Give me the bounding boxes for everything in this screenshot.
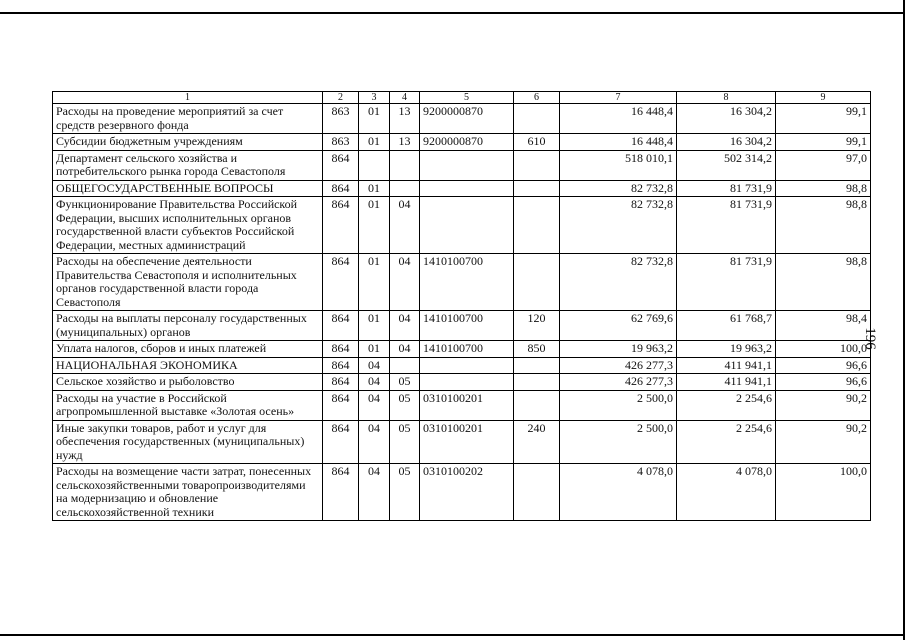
table-row [53,357,871,374]
row-vr [514,357,560,374]
row-pct: 99,1 [776,134,871,151]
row-vr [514,254,560,311]
row-ved: 864 [323,254,359,311]
row-plan: 4 078,0 [560,464,677,521]
row-plan: 62 769,6 [560,311,677,341]
row-pct: 96,6 [776,374,871,391]
table-row [53,150,871,180]
row-ved: 864 [323,374,359,391]
row-pr: 13 [390,134,420,151]
row-ved: 864 [323,311,359,341]
row-vr [514,104,560,134]
header-cell: 6 [514,92,560,104]
row-pr: 04 [390,254,420,311]
row-vr [514,180,560,197]
table-row [53,104,871,134]
row-csr: 1410100700 [420,254,514,311]
table-row [53,390,871,420]
table-row [53,464,871,521]
row-plan: 2 500,0 [560,390,677,420]
row-pr: 05 [390,464,420,521]
row-name: Уплата налогов, сборов и иных платежей [53,341,323,358]
row-name: Иные закупки товаров, работ и услуг для обеспечения государственных (муниципальных) нужд [53,420,323,464]
row-vr: 240 [514,420,560,464]
row-csr: 0310100201 [420,420,514,464]
row-csr [420,197,514,254]
row-plan: 19 963,2 [560,341,677,358]
row-pr: 13 [390,104,420,134]
row-plan: 426 277,3 [560,357,677,374]
table-header-row [53,92,871,104]
row-plan: 82 732,8 [560,197,677,254]
row-vr [514,464,560,521]
row-pr [390,357,420,374]
table-row [53,134,871,151]
row-csr: 9200000870 [420,104,514,134]
row-rz: 04 [359,357,390,374]
row-fact: 61 768,7 [677,311,776,341]
row-vr: 850 [514,341,560,358]
row-pr [390,180,420,197]
header-cell: 1 [53,92,323,104]
row-name: Департамент сельского хозяйства и потребительского рынка города Севастополя [53,150,323,180]
row-ved: 863 [323,134,359,151]
row-name: НАЦИОНАЛЬНАЯ ЭКОНОМИКА [53,357,323,374]
row-plan: 426 277,3 [560,374,677,391]
row-pct: 90,2 [776,390,871,420]
row-rz: 01 [359,180,390,197]
row-rz: 04 [359,420,390,464]
row-pr: 05 [390,374,420,391]
row-name: Сельское хозяйство и рыболовство [53,374,323,391]
row-ved: 864 [323,420,359,464]
row-fact: 411 941,1 [677,357,776,374]
table-row [53,341,871,358]
row-rz: 04 [359,374,390,391]
row-fact: 19 963,2 [677,341,776,358]
row-ved: 864 [323,180,359,197]
row-rz: 04 [359,464,390,521]
row-ved: 864 [323,341,359,358]
row-ved: 864 [323,357,359,374]
row-pct: 90,2 [776,420,871,464]
row-plan: 16 448,4 [560,134,677,151]
row-vr [514,374,560,391]
row-ved: 864 [323,150,359,180]
row-ved: 864 [323,197,359,254]
row-rz [359,150,390,180]
table-row [53,180,871,197]
row-fact: 16 304,2 [677,104,776,134]
row-plan: 16 448,4 [560,104,677,134]
table-row [53,374,871,391]
header-cell: 2 [323,92,359,104]
scan-frame-bottom [0,634,905,636]
row-rz: 04 [359,390,390,420]
row-fact: 81 731,9 [677,180,776,197]
page-number: 196 [861,327,878,350]
header-cell: 9 [776,92,871,104]
row-fact: 4 078,0 [677,464,776,521]
row-pct: 100,0 [776,341,871,358]
row-csr [420,180,514,197]
header-cell: 4 [390,92,420,104]
row-name: ОБЩЕГОСУДАРСТВЕННЫЕ ВОПРОСЫ [53,180,323,197]
row-ved: 863 [323,104,359,134]
row-vr: 120 [514,311,560,341]
row-pct: 100,0 [776,464,871,521]
row-csr: 0310100202 [420,464,514,521]
row-pct: 98,8 [776,254,871,311]
row-rz: 01 [359,134,390,151]
row-fact: 502 314,2 [677,150,776,180]
header-cell: 7 [560,92,677,104]
row-csr [420,374,514,391]
row-name: Функционирование Правительства Российской Федерации, высших исполнительных органов государственной власти субъектов Российской Федерации, местных администраций [53,197,323,254]
row-pct: 98,8 [776,180,871,197]
row-fact: 81 731,9 [677,197,776,254]
row-csr: 1410100700 [420,341,514,358]
row-pct: 97,0 [776,150,871,180]
row-csr [420,357,514,374]
row-vr: 610 [514,134,560,151]
row-pr [390,150,420,180]
row-csr: 9200000870 [420,134,514,151]
row-name: Расходы на возмещение части затрат, понесенных сельскохозяйственными товаропроизводителями на модернизацию и обновление сельскохозяйственной техники [53,464,323,521]
row-rz: 01 [359,104,390,134]
row-csr: 0310100201 [420,390,514,420]
row-pr: 05 [390,420,420,464]
header-cell: 8 [677,92,776,104]
row-plan: 82 732,8 [560,180,677,197]
row-pct: 99,1 [776,104,871,134]
row-ved: 864 [323,464,359,521]
budget-table [52,91,871,521]
row-vr [514,197,560,254]
table-row [53,254,871,311]
row-name: Расходы на выплаты персоналу государственных (муниципальных) органов [53,311,323,341]
row-rz: 01 [359,341,390,358]
row-rz: 01 [359,197,390,254]
table-row [53,311,871,341]
row-vr [514,390,560,420]
header-cell: 3 [359,92,390,104]
scan-frame-top [0,12,905,14]
row-pct: 96,6 [776,357,871,374]
row-ved: 864 [323,390,359,420]
row-rz: 01 [359,254,390,311]
row-name: Расходы на участие в Российской агропромышленной выставке «Золотая осень» [53,390,323,420]
row-csr: 1410100700 [420,311,514,341]
table-row [53,420,871,464]
row-pr: 04 [390,197,420,254]
row-rz: 01 [359,311,390,341]
row-fact: 16 304,2 [677,134,776,151]
row-plan: 82 732,8 [560,254,677,311]
row-name: Субсидии бюджетным учреждениям [53,134,323,151]
row-vr [514,150,560,180]
row-fact: 411 941,1 [677,374,776,391]
row-plan: 2 500,0 [560,420,677,464]
row-plan: 518 010,1 [560,150,677,180]
row-name: Расходы на проведение мероприятий за счет средств резервного фонда [53,104,323,134]
row-fact: 81 731,9 [677,254,776,311]
row-fact: 2 254,6 [677,390,776,420]
row-pr: 04 [390,311,420,341]
header-cell: 5 [420,92,514,104]
table-row [53,197,871,254]
row-name: Расходы на обеспечение деятельности Правительства Севастополя и исполнительных органов государственной власти города Севастополя [53,254,323,311]
table-body [53,104,871,521]
row-pr: 05 [390,390,420,420]
row-csr [420,150,514,180]
row-pct: 98,4 [776,311,871,341]
row-pct: 98,8 [776,197,871,254]
row-fact: 2 254,6 [677,420,776,464]
row-pr: 04 [390,341,420,358]
